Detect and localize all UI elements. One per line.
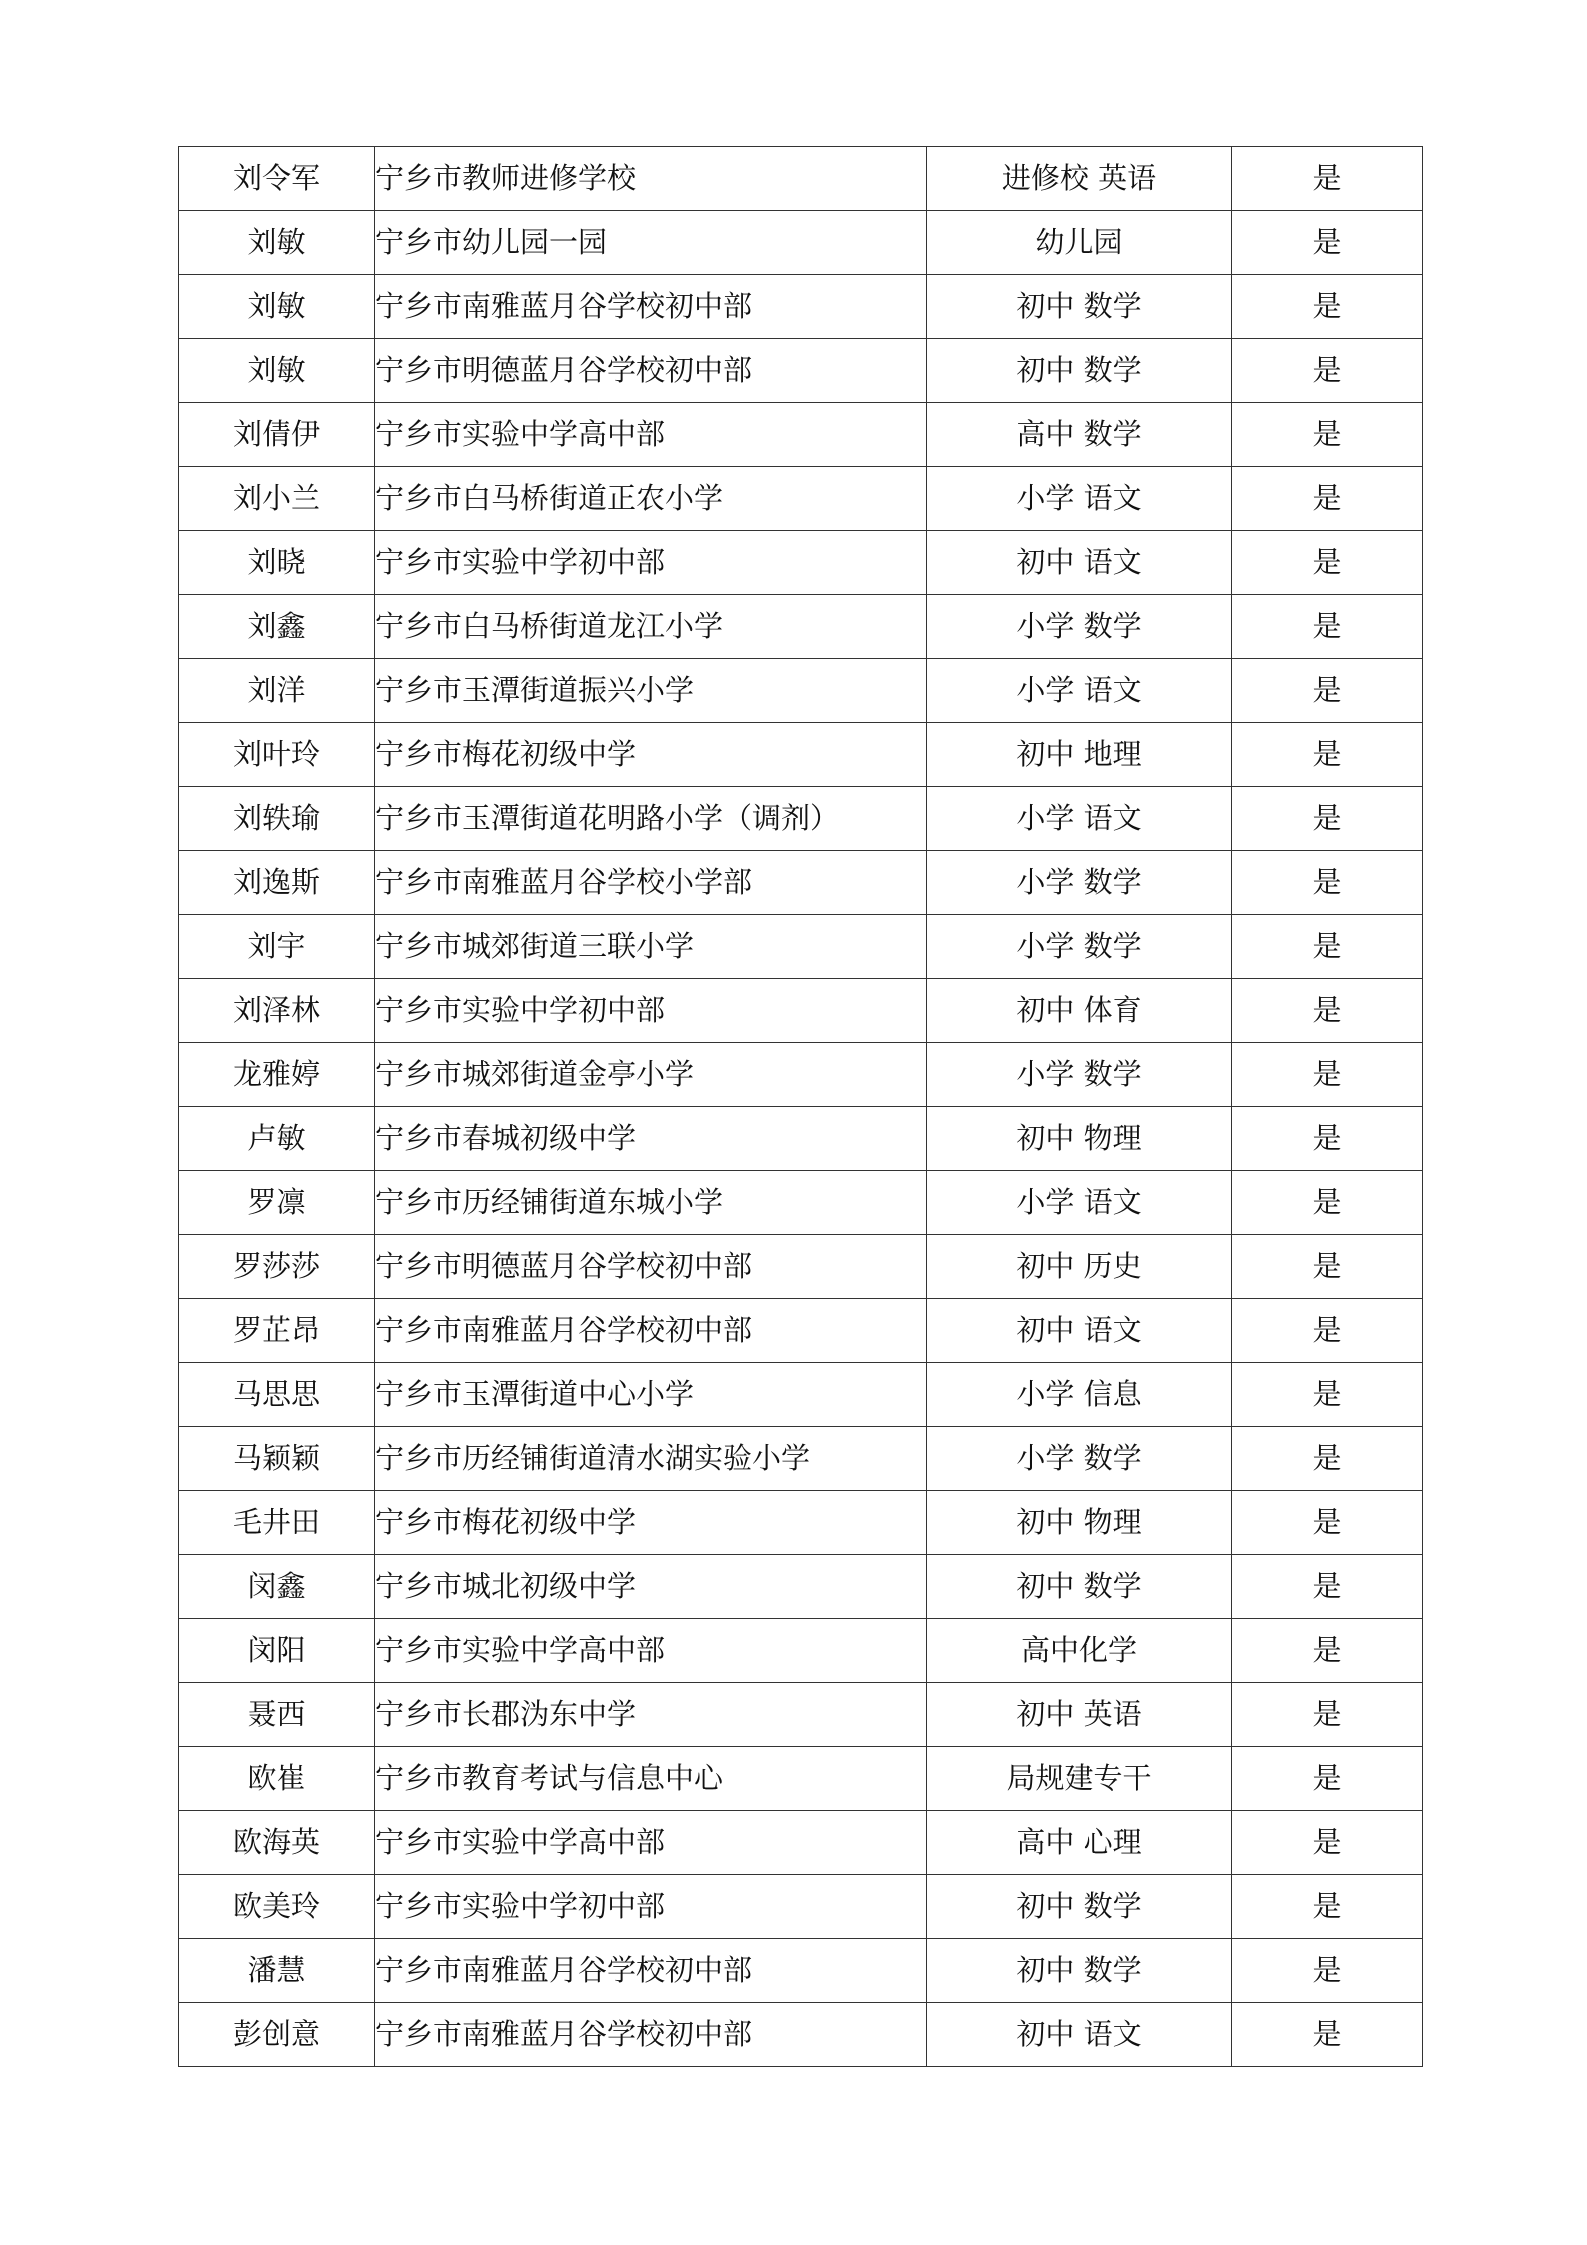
cell-name: 刘小兰 [179,467,375,531]
cell-flag: 是 [1232,979,1423,1043]
cell-flag: 是 [1232,531,1423,595]
cell-school: 宁乡市南雅蓝月谷学校小学部 [375,851,927,915]
cell-school: 宁乡市南雅蓝月谷学校初中部 [375,1939,927,2003]
cell-flag: 是 [1232,147,1423,211]
cell-name: 罗凛 [179,1171,375,1235]
table-row [179,915,1423,979]
cell-name: 刘叶玲 [179,723,375,787]
cell-flag: 是 [1232,1491,1423,1555]
cell-subject: 小学 数学 [927,1043,1232,1107]
table-row [179,1555,1423,1619]
cell-flag: 是 [1232,467,1423,531]
cell-name: 刘晓 [179,531,375,595]
table-row [179,1363,1423,1427]
cell-subject: 进修校 英语 [927,147,1232,211]
cell-school: 宁乡市长郡沩东中学 [375,1683,927,1747]
cell-subject: 小学 数学 [927,851,1232,915]
cell-school: 宁乡市南雅蓝月谷学校初中部 [375,275,927,339]
cell-name: 潘慧 [179,1939,375,2003]
cell-name: 彭创意 [179,2003,375,2067]
cell-school: 宁乡市明德蓝月谷学校初中部 [375,339,927,403]
cell-flag: 是 [1232,339,1423,403]
cell-school: 宁乡市玉潭街道中心小学 [375,1363,927,1427]
cell-name: 刘鑫 [179,595,375,659]
cell-subject: 高中 数学 [927,403,1232,467]
cell-flag: 是 [1232,1619,1423,1683]
table-row [179,851,1423,915]
table-row [179,467,1423,531]
cell-school: 宁乡市明德蓝月谷学校初中部 [375,1235,927,1299]
cell-subject: 高中 心理 [927,1811,1232,1875]
table-row [179,787,1423,851]
cell-flag: 是 [1232,1427,1423,1491]
cell-subject: 初中 语文 [927,2003,1232,2067]
cell-subject: 小学 数学 [927,595,1232,659]
cell-school: 宁乡市实验中学高中部 [375,403,927,467]
table-row [179,403,1423,467]
cell-school: 宁乡市教师进修学校 [375,147,927,211]
cell-school: 宁乡市城郊街道金亭小学 [375,1043,927,1107]
cell-subject: 高中化学 [927,1619,1232,1683]
table-row [179,1811,1423,1875]
table-row [179,1107,1423,1171]
cell-subject: 小学 语文 [927,1171,1232,1235]
table-row [179,1619,1423,1683]
cell-subject: 初中 数学 [927,1875,1232,1939]
table-row [179,1427,1423,1491]
cell-name: 龙雅婷 [179,1043,375,1107]
cell-subject: 初中 数学 [927,1939,1232,2003]
cell-school: 宁乡市城北初级中学 [375,1555,927,1619]
cell-subject: 初中 语文 [927,531,1232,595]
table-row [179,339,1423,403]
table-row [179,275,1423,339]
cell-name: 刘洋 [179,659,375,723]
cell-flag: 是 [1232,1939,1423,2003]
table-row [179,723,1423,787]
cell-name: 闵阳 [179,1619,375,1683]
cell-name: 刘轶瑜 [179,787,375,851]
cell-school: 宁乡市历经铺街道清水湖实验小学 [375,1427,927,1491]
cell-name: 马颖颖 [179,1427,375,1491]
table-body [179,147,1423,2067]
table-row [179,147,1423,211]
cell-flag: 是 [1232,1299,1423,1363]
cell-school: 宁乡市历经铺街道东城小学 [375,1171,927,1235]
cell-flag: 是 [1232,659,1423,723]
cell-school: 宁乡市实验中学初中部 [375,531,927,595]
cell-school: 宁乡市梅花初级中学 [375,1491,927,1555]
cell-subject: 小学 语文 [927,659,1232,723]
table-row [179,2003,1423,2067]
table-row [179,659,1423,723]
cell-name: 刘敏 [179,275,375,339]
cell-school: 宁乡市梅花初级中学 [375,723,927,787]
cell-flag: 是 [1232,1747,1423,1811]
cell-flag: 是 [1232,723,1423,787]
cell-name: 刘敏 [179,211,375,275]
cell-flag: 是 [1232,1107,1423,1171]
table-row [179,1043,1423,1107]
cell-subject: 初中 历史 [927,1235,1232,1299]
cell-school: 宁乡市城郊街道三联小学 [375,915,927,979]
cell-flag: 是 [1232,2003,1423,2067]
cell-name: 罗莎莎 [179,1235,375,1299]
cell-subject: 初中 数学 [927,339,1232,403]
cell-flag: 是 [1232,915,1423,979]
cell-name: 刘敏 [179,339,375,403]
cell-name: 刘倩伊 [179,403,375,467]
cell-school: 宁乡市南雅蓝月谷学校初中部 [375,1299,927,1363]
cell-flag: 是 [1232,1235,1423,1299]
cell-flag: 是 [1232,595,1423,659]
cell-name: 欧美玲 [179,1875,375,1939]
table-row [179,1683,1423,1747]
cell-school: 宁乡市实验中学初中部 [375,979,927,1043]
cell-school: 宁乡市白马桥街道正农小学 [375,467,927,531]
cell-flag: 是 [1232,787,1423,851]
cell-subject: 幼儿园 [927,211,1232,275]
cell-subject: 小学 信息 [927,1363,1232,1427]
cell-subject: 局规建专干 [927,1747,1232,1811]
cell-school: 宁乡市实验中学高中部 [375,1619,927,1683]
cell-flag: 是 [1232,403,1423,467]
cell-subject: 初中 物理 [927,1491,1232,1555]
cell-school: 宁乡市春城初级中学 [375,1107,927,1171]
cell-flag: 是 [1232,851,1423,915]
cell-flag: 是 [1232,211,1423,275]
cell-school: 宁乡市教育考试与信息中心 [375,1747,927,1811]
cell-school: 宁乡市玉潭街道振兴小学 [375,659,927,723]
table-row [179,979,1423,1043]
cell-name: 马思思 [179,1363,375,1427]
cell-subject: 小学 数学 [927,1427,1232,1491]
cell-name: 罗芷昂 [179,1299,375,1363]
cell-name: 闵鑫 [179,1555,375,1619]
table-row [179,1939,1423,2003]
table-row [179,531,1423,595]
table-row [179,1491,1423,1555]
cell-subject: 初中 语文 [927,1299,1232,1363]
cell-flag: 是 [1232,275,1423,339]
cell-school: 宁乡市玉潭街道花明路小学（调剂） [375,787,927,851]
cell-subject: 初中 数学 [927,1555,1232,1619]
table-row [179,1875,1423,1939]
cell-subject: 初中 英语 [927,1683,1232,1747]
cell-name: 欧海英 [179,1811,375,1875]
cell-flag: 是 [1232,1875,1423,1939]
cell-school: 宁乡市实验中学初中部 [375,1875,927,1939]
cell-name: 聂西 [179,1683,375,1747]
cell-school: 宁乡市白马桥街道龙江小学 [375,595,927,659]
cell-flag: 是 [1232,1043,1423,1107]
cell-school: 宁乡市南雅蓝月谷学校初中部 [375,2003,927,2067]
cell-flag: 是 [1232,1363,1423,1427]
cell-subject: 小学 数学 [927,915,1232,979]
table-row [179,1299,1423,1363]
cell-flag: 是 [1232,1811,1423,1875]
table-row [179,1747,1423,1811]
cell-subject: 初中 体育 [927,979,1232,1043]
table-row [179,211,1423,275]
table-row [179,1171,1423,1235]
cell-subject: 初中 地理 [927,723,1232,787]
cell-subject: 初中 数学 [927,275,1232,339]
cell-subject: 小学 语文 [927,467,1232,531]
teacher-roster-table [178,146,1423,2067]
cell-flag: 是 [1232,1683,1423,1747]
cell-name: 欧崔 [179,1747,375,1811]
cell-name: 刘泽林 [179,979,375,1043]
cell-name: 毛井田 [179,1491,375,1555]
cell-subject: 小学 语文 [927,787,1232,851]
table-row [179,1235,1423,1299]
cell-name: 刘宇 [179,915,375,979]
cell-subject: 初中 物理 [927,1107,1232,1171]
cell-name: 刘令军 [179,147,375,211]
cell-school: 宁乡市幼儿园一园 [375,211,927,275]
cell-flag: 是 [1232,1555,1423,1619]
cell-name: 卢敏 [179,1107,375,1171]
cell-name: 刘逸斯 [179,851,375,915]
cell-school: 宁乡市实验中学高中部 [375,1811,927,1875]
table-row [179,595,1423,659]
cell-flag: 是 [1232,1171,1423,1235]
